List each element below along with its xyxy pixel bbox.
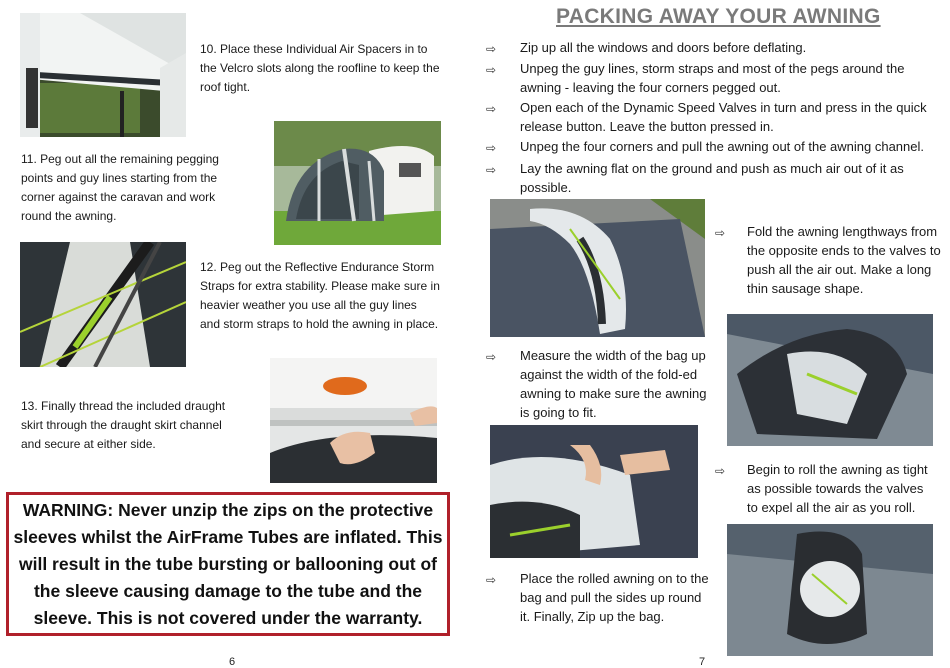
place-text: Place the rolled awning on to the bag and pull the sides up round it. Finally, Zip up the bag.	[520, 571, 709, 624]
photo-awning-caravan	[274, 121, 441, 245]
fold-text: Fold the awning lengthways from the opposite ends to the valves to push all the air out. Make a long thin sausage shape.	[747, 224, 941, 296]
measure-text: Measure the width of the bag up against the width of the fold-ed awning to make sure the awning is going to fit.	[520, 348, 707, 420]
bullet-item: Unpeg the four corners and pull the awning out of the awning channel.	[520, 139, 924, 154]
step-13-text: 13. Finally thread the included draught skirt through the draught skirt channel and secure at either side.	[21, 399, 226, 451]
photo-flat-awning	[490, 199, 705, 337]
bullet-arrow-icon: ⇨	[486, 42, 497, 56]
photo-storm-straps	[20, 242, 186, 367]
photo-air-spacers	[20, 13, 186, 137]
photo-awning-in-bag	[727, 524, 933, 656]
step-11-text: 11. Peg out all the remaining pegging points and guy lines starting from the corner against the caravan and work round the awning.	[21, 152, 219, 223]
bullet-arrow-icon: ⇨	[486, 350, 497, 364]
step-12-text: 12. Peg out the Reflective Endurance Storm Straps for extra stability. Please make sure in heavier weather you use all the guy lines and storm straps to hold the awning in place.	[200, 260, 440, 331]
bullet-arrow-icon: ⇨	[486, 141, 497, 155]
page-number-left: 6	[229, 656, 236, 668]
bullet-item: Lay the awning flat on the ground and push as much air out of it as possible.	[520, 161, 904, 195]
warning-text: WARNING: Never unzip the zips on the protective sleeves whilst the AirFrame Tubes are inflated. This will result in the tube bursting or ballooning out of the sleeve causing damage to the tube and the sleeve. This is not covered under the warranty.	[13, 499, 443, 628]
page-number-right: 7	[699, 656, 706, 668]
photo-measuring	[490, 425, 698, 558]
bullet-arrow-icon: ⇨	[715, 226, 726, 240]
roll-text: Begin to roll the awning as tight as possible towards the valves to expel all the air as you roll.	[747, 462, 928, 515]
photo-folded-awning	[727, 314, 933, 446]
page-title: PACKING AWAY YOUR AWNING	[556, 5, 881, 28]
step-10-text: 10. Place these Individual Air Spacers in to the Velcro slots along the roofline to keep the roof tight.	[200, 42, 440, 94]
bullet-item: Unpeg the guy lines, storm straps and most of the pegs around the awning - leaving the four corners pegged out.	[520, 61, 905, 95]
bullet-arrow-icon: ⇨	[486, 102, 497, 116]
bullet-arrow-icon: ⇨	[486, 573, 497, 587]
photo-draught-skirt	[270, 358, 437, 483]
bullet-arrow-icon: ⇨	[486, 63, 497, 77]
bullet-arrow-icon: ⇨	[486, 163, 497, 177]
bullet-item: Open each of the Dynamic Speed Valves in turn and press in the quick release button. Leave the button pressed in.	[520, 100, 927, 134]
bullet-arrow-icon: ⇨	[715, 464, 726, 478]
warning-box	[6, 492, 450, 636]
bullet-item: Zip up all the windows and doors before deflating.	[520, 40, 807, 55]
